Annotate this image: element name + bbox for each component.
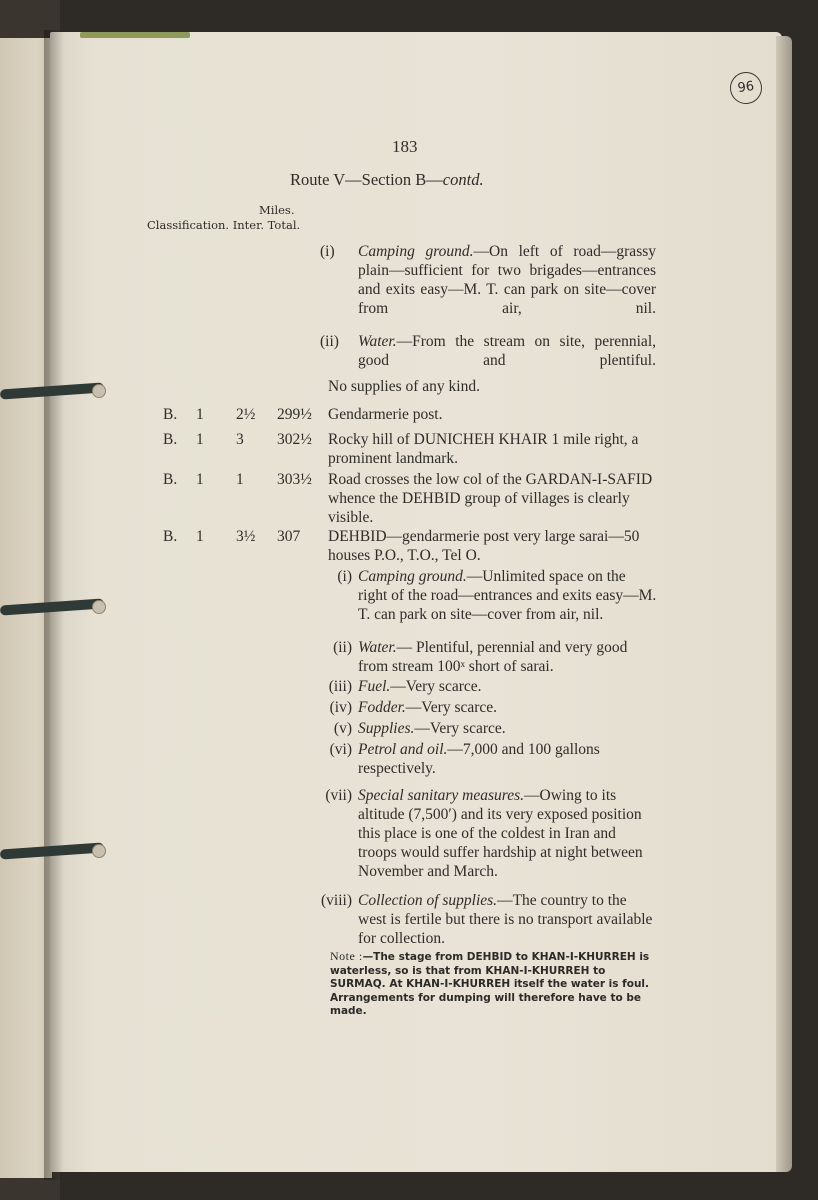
- no-supplies-line: No supplies of any kind.: [328, 378, 480, 395]
- note-text: —The stage from DEHBID to KHAN-I-KHURREH is waterless, so is that from KHAN-I-KHURREH to SURMAQ. At KHAN-I-KHURREH itself the water is foul. Arrangements for dumping will therefore have to be made.: [330, 951, 650, 1017]
- binding-cord-middle: [0, 588, 110, 626]
- miles-label: Miles.: [259, 203, 295, 217]
- bookmark-ribbon: [80, 32, 190, 38]
- item-text: —On left of road—grassy plain—sufficient for two brigades—entrances and exits easy—M. T. can park on site—cover from air, nil.: [358, 243, 657, 317]
- page-number: 183: [392, 137, 418, 156]
- page-fore-edge: [776, 36, 792, 1172]
- column-header: Classification. Inter. Total.: [147, 218, 301, 232]
- item-title: Camping ground.: [358, 243, 474, 260]
- item-marker: (i): [320, 243, 335, 260]
- item-text: —From the stream on site, perennial, good and plentiful.: [358, 333, 656, 369]
- binding-cord-top: [0, 372, 110, 410]
- note-label: Note :: [330, 949, 363, 963]
- item-title: Water.: [358, 333, 397, 350]
- item-marker: (ii): [320, 333, 339, 350]
- section-heading: Route V—Section B—contd.: [290, 170, 484, 189]
- footnote: [330, 950, 658, 1019]
- folio-stamp: 96: [728, 70, 764, 106]
- binding-cord-bottom: [0, 832, 110, 870]
